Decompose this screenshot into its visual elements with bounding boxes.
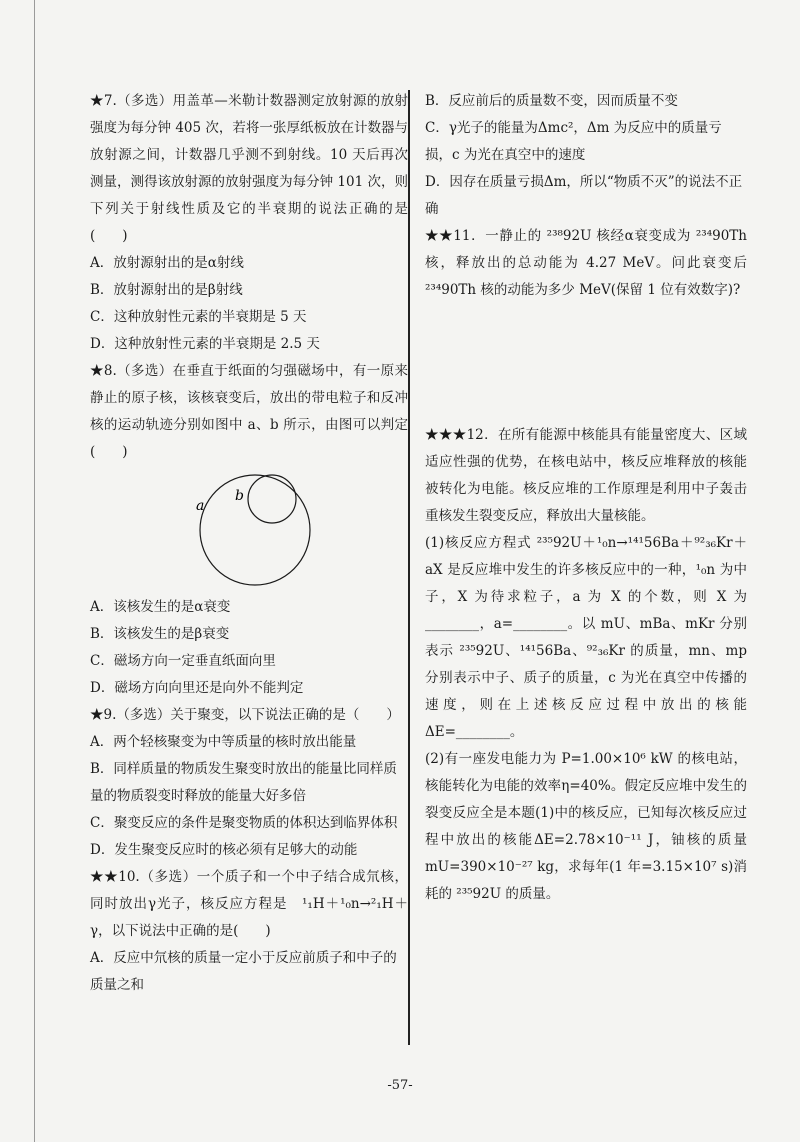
trajectory-a-circle [200, 475, 310, 585]
q10-option-c: C．γ光子的能量为Δmc²，Δm 为反应中的质量亏损，c 为光在真空中的速度 [425, 120, 722, 163]
q9-option-b: B．同样质量的物质发生聚变时放出的能量比同样质量的物质裂变时释放的能量大好多倍 [90, 761, 397, 804]
page-number: -57- [387, 1078, 413, 1093]
q8-option-b: B．该核发生的是β衰变 [90, 626, 230, 642]
q9-stem: ★9.（多选）关于聚变，以下说法正确的是（ ） [90, 707, 400, 723]
q9-option-d: D．发生聚变反应时的核必须有足够大的动能 [90, 842, 358, 858]
q11-answer-space [425, 304, 747, 422]
binding-margin-line [34, 0, 35, 1142]
column-divider [408, 90, 410, 1045]
q9-option-a: A．两个轻核聚变为中等质量的核时放出能量 [90, 734, 357, 750]
q8-stem: ★8.（多选）在垂直于纸面的匀强磁场中，有一原来静止的原子核，该核衰变后，放出的带电粒子和反冲核的运动轨迹分别如图中 a、b 所示，由图可以判定( ) [90, 363, 408, 460]
left-column [90, 88, 408, 999]
q8-trajectory-figure [90, 470, 408, 590]
q12-part2: (2)有一座发电能力为 P=1.00×10⁶ kW 的核电站，核能转化为电能的效率η=40%。假定反应堆中发生的裂变反应全是本题(1)中的核反应，已知每次核反应过程中放出的核能ΔE=2.78×10⁻¹¹ J，铀核的质量 mU=390×10⁻²⁷ kg，求每年(1 年=3.15×10⁷ s)消耗的 ²³⁵92U 的质量。 [425, 751, 747, 902]
q12-stem: ★★★12．在所有能源中核能具有能量密度大、区域适应性强的优势，在核电站中，核反应堆释放的核能被转化为电能。核反应堆的工作原理是利用中子轰击重核发生裂变反应，释放出大量核能。 [425, 427, 747, 524]
q10-stem: ★★10.（多选）一个质子和一个中子结合成氘核，同时放出γ光子，核反应方程是 ¹₁H＋¹₀n→²₁H＋γ，以下说法中正确的是( ) [90, 869, 408, 939]
q9-option-c: C．聚变反应的条件是聚变物质的体积达到临界体积 [90, 815, 398, 831]
q8-option-a: A．该核发生的是α衰变 [90, 599, 231, 615]
q10-option-a: A．反应中氘核的质量一定小于反应前质子和中子的质量之和 [90, 950, 397, 993]
right-column [425, 88, 747, 908]
q11-stem: ★★11．一静止的 ²³⁸92U 核经α衰变成为 ²³⁴90Th 核，释放出的总动能为 4.27 MeV。问此衰变后 ²³⁴90Th 核的动能为多少 MeV(保留 1 位有效数字)? [425, 228, 747, 298]
q10-option-d: D．因存在质量亏损Δm，所以“物质不灭”的说法不正确 [425, 174, 743, 217]
q7-option-a: A．放射源射出的是α射线 [90, 255, 244, 271]
q10-option-b: B．反应前后的质量数不变，因而质量不变 [425, 93, 678, 109]
label-b: b [235, 488, 244, 504]
q7-option-d: D．这种放射性元素的半衰期是 2.5 天 [90, 336, 320, 352]
label-a: a [196, 498, 205, 514]
q7-stem: ★7.（多选）用盖革—米勒计数器测定放射源的放射强度为每分钟 405 次，若将一张厚纸板放在计数器与放射源之间，计数器几乎测不到射线。10 天后再次测量，测得该放射源的放射强度为每分钟 101 次，则下列关于射线性质及它的半衰期的说法正确的是( ) [90, 93, 408, 244]
q8-option-c: C．磁场方向一定垂直纸面向里 [90, 653, 276, 669]
q7-option-c: C．这种放射性元素的半衰期是 5 天 [90, 309, 307, 325]
q8-option-d: D．磁场方向向里还是向外不能判定 [90, 680, 304, 696]
q12-part1: (1)核反应方程式 ²³⁵92U＋¹₀n→¹⁴¹56Ba＋⁹²₃₆Kr＋aX 是反应堆中发生的许多核反应中的一种，¹₀n 为中子，X 为待求粒子，a 为 X 的个数，则 X 为________，a=________。以 mU、mBa、mKr 分别表示 ²³⁵92U、¹⁴¹56Ba、⁹²₃₆Kr 的质量，mn、mp 分别表示中子、质子的质量，c 为光在真空中传播的速度，则在上述核反应过程中放出的核能ΔE=________。 [425, 535, 747, 740]
q7-option-b: B．放射源射出的是β射线 [90, 282, 243, 298]
trajectory-b-circle [248, 475, 296, 523]
